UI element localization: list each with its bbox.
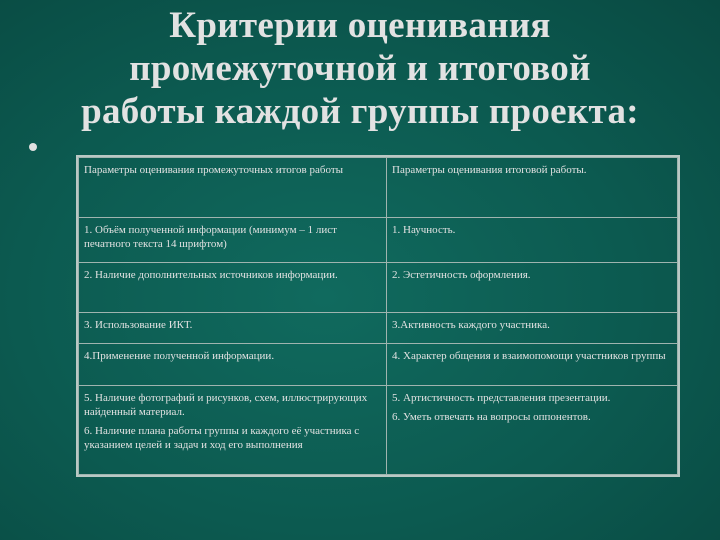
table-row — [79, 344, 678, 386]
table-cell — [79, 313, 387, 344]
table-cell — [387, 313, 678, 344]
title-line: работы каждой группы проекта: — [81, 91, 639, 132]
cell-text: 4.Применение полученной информации. — [84, 350, 275, 362]
header-text: Параметры оценивания итоговой работы. — [392, 164, 587, 176]
cell-text: 3. Использование ИКТ. — [84, 319, 193, 331]
table-cell — [387, 344, 678, 386]
criteria-table — [76, 155, 680, 477]
cell-text: 5. Артистичность представления презентации. — [392, 392, 611, 404]
table-cell — [387, 386, 678, 475]
cell-text: 3.Активность каждого участника. — [392, 319, 550, 331]
title-line: Критерии оценивания — [169, 5, 551, 46]
cell-text: 6. Уметь отвечать на вопросы оппонентов. — [392, 411, 591, 423]
table-cell — [79, 263, 387, 313]
cell-text: 2. Эстетичность оформления. — [392, 269, 531, 281]
bullet-dot — [29, 143, 37, 151]
table-row — [79, 263, 678, 313]
table-row — [79, 386, 678, 475]
cell-text: 1. Объём полученной информации (минимум – 1 лист печатного текста 14 шрифтом) — [84, 224, 337, 250]
header-final — [387, 158, 678, 218]
table-cell — [387, 218, 678, 263]
cell-text: 1. Научность. — [392, 224, 456, 236]
table-cell — [79, 386, 387, 475]
table-cell — [79, 218, 387, 263]
slide-title — [20, 4, 700, 133]
cell-text: 2. Наличие дополнительных источников информации. — [84, 269, 338, 281]
header-intermediate — [79, 158, 387, 218]
cell-text: 4. Характер общения и взаимопомощи участников группы — [392, 350, 666, 362]
header-text: Параметры оценивания промежуточных итогов работы — [84, 164, 344, 176]
table-row — [79, 313, 678, 344]
table-cell — [387, 263, 678, 313]
title-line: промежуточной и итоговой — [129, 48, 591, 89]
table-row — [79, 218, 678, 263]
cell-text: 5. Наличие фотографий и рисунков, схем, иллюстрирующих найденный материал. — [84, 392, 368, 418]
cell-text: 6. Наличие плана работы группы и каждого её участника с указанием целей и задач и ход его выполнения — [84, 425, 360, 451]
table-header-row — [79, 158, 678, 218]
table-cell — [79, 344, 387, 386]
